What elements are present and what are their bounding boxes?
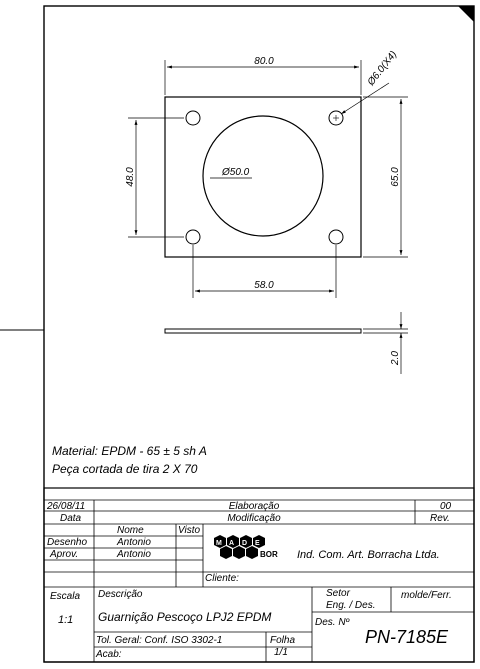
- date-label: Data: [60, 513, 82, 524]
- dimension-thickness: [363, 312, 408, 374]
- mounting-hole: [329, 230, 343, 244]
- svg-text:BOR: BOR: [260, 550, 278, 559]
- svg-text:D: D: [242, 540, 248, 547]
- mounting-hole: [186, 230, 200, 244]
- dim-width-label: 80.0: [254, 56, 274, 67]
- descricao-value: Guarnição Pescoço LPJ2 EPDM: [98, 610, 272, 624]
- des-no-label: Des. Nº: [315, 617, 350, 628]
- leader-hole: [341, 83, 389, 114]
- desenho-label: Desenho: [47, 537, 88, 548]
- material-note: Material: EPDM - 65 ± 5 sh A: [52, 444, 207, 458]
- date-value: 26/08/11: [47, 501, 86, 512]
- company-logo: [214, 535, 278, 559]
- setor-label: Setor: [326, 588, 350, 599]
- aprov-name: Antonio: [117, 549, 151, 560]
- dim-hole-label: Ø6.0(X4): [365, 49, 400, 88]
- visto-label: Visto: [178, 525, 201, 536]
- cliente-label: Cliente:: [205, 573, 239, 584]
- folha-label: Folha: [270, 635, 296, 646]
- acab-label: Acab:: [96, 649, 122, 660]
- dimension-height: [363, 97, 408, 257]
- rev-label: Rev.: [430, 513, 450, 524]
- folha-value: 1/1: [274, 647, 288, 658]
- molde-label: molde/Ferr.: [401, 590, 452, 601]
- dimension-hole-vertical: [128, 118, 184, 237]
- dim-center-label: Ø50.0: [222, 167, 250, 178]
- desenho-name: Antonio: [117, 537, 151, 548]
- nome-label: Nome: [117, 525, 144, 536]
- setor-value: Eng. / Des.: [326, 600, 376, 611]
- escala-value: 1:1: [58, 614, 74, 626]
- sheet-border: [44, 6, 474, 662]
- gasket-side-view: [165, 329, 361, 333]
- svg-text:A: A: [229, 540, 235, 547]
- gasket-outline: [165, 97, 361, 257]
- dim-height-label: 65.0: [390, 167, 401, 187]
- mounting-hole: [186, 111, 200, 125]
- dim-hole-vertical-label: 48.0: [125, 167, 136, 187]
- svg-text:E: E: [255, 540, 260, 547]
- modificacao-label: Modificação: [227, 513, 281, 524]
- escala-label: Escala: [50, 591, 81, 602]
- corner-mark: [458, 6, 474, 22]
- aprov-label: Aprov.: [50, 549, 79, 560]
- company-name: Ind. Com. Art. Borracha Ltda.: [297, 549, 440, 561]
- rev-value: 00: [440, 501, 452, 512]
- tolerance-label: Tol. Geral: Conf. ISO 3302-1: [96, 635, 223, 646]
- dim-hole-horizontal-label: 58.0: [254, 280, 274, 291]
- center-hole: [203, 116, 323, 236]
- elaboracao-label: Elaboração: [228, 501, 280, 512]
- drawing-number: PN-7185E: [365, 627, 449, 647]
- svg-text:M: M: [216, 540, 222, 547]
- dim-thickness-label: 2.0: [390, 351, 401, 365]
- descricao-label: Descrição: [98, 589, 143, 600]
- cut-note: Peça cortada de tira 2 X 70: [52, 462, 198, 476]
